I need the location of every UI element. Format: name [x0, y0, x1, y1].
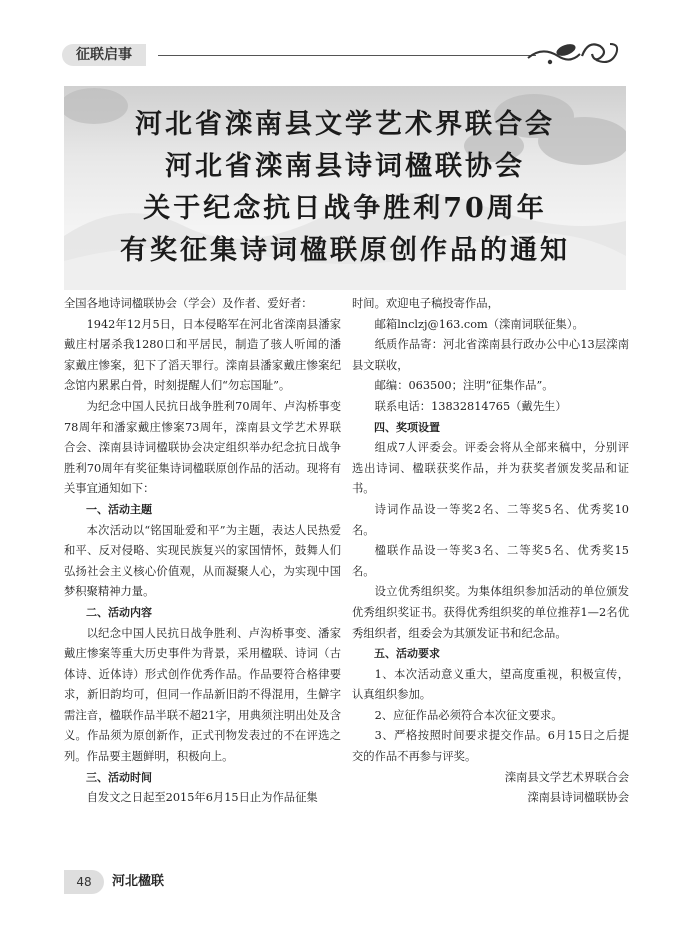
- left-column: [64, 294, 341, 809]
- paragraph: 纸质作品寄：河北省滦南县行政办公中心13层滦南县文联收，: [352, 338, 629, 372]
- title-line-3: 关于纪念抗日战争胜利70周年: [143, 193, 547, 224]
- paragraph: 3、严格按照时间要求提交作品。6月15日之后提交的作品不再参与评奖。: [352, 729, 629, 764]
- section-heading: 三、活动时间: [86, 770, 152, 784]
- section-label: 征联启事: [62, 44, 146, 66]
- header-rule: [158, 55, 536, 56]
- paragraph: 自发文之日起至2015年6月15日止为作品征集: [86, 791, 318, 805]
- paragraph: 设立优秀组织奖。为集体组织参加活动的单位颁发优秀组织奖证书。获得优秀组织奖的单位推荐1—2名优秀组织者，组委会为其颁发证书和纪念品。: [352, 585, 629, 640]
- title-banner: [64, 86, 626, 290]
- paragraph: 楹联作品设一等奖3名、二等奖5名、优秀奖15名。: [352, 544, 629, 578]
- paragraph: 1942年12月5日，日本侵略军在河北省滦南县潘家戴庄村屠杀我1280口和平居民，制造了骇人听闻的潘家戴庄惨案，犯下了滔天罪行。滦南县潘家戴庄惨案纪念馆内累累白骨，时刻提醒人们“勿忘国耻”。: [64, 317, 341, 393]
- title-line-2: 河北省滦南县诗词楹联协会: [165, 151, 525, 182]
- section-header: [62, 44, 622, 68]
- paragraph: 联系电话：13832814765（戴先生）: [374, 399, 567, 413]
- section-heading: 二、活动内容: [86, 605, 152, 619]
- section-heading: 四、奖项设置: [374, 420, 440, 434]
- signature-line: 滦南县诗词楹联协会: [527, 791, 629, 805]
- paragraph: 邮箱lnclzj@163.com（滦南词联征集）。: [374, 317, 584, 331]
- paragraph: 组成7人评委会。评委会将从全部来稿中，分别评选出诗词、楹联获奖作品，并为获奖者颁发奖品和证书。: [352, 441, 629, 496]
- paragraph: 为纪念中国人民抗日战争胜利70周年、卢沟桥事变78周年和潘家戴庄惨案73周年，滦南县文学艺术界联合会、滦南县诗词楹联协会决定组织举办纪念抗日战争胜利70周年有奖征集诗词楹联原创作品的活动。现将有关事宜通知如下：: [64, 399, 341, 496]
- paragraph: 1、本次活动意义重大，望高度重视，积极宣传，认真组织参加。: [352, 667, 629, 702]
- ink-scroll-ornament-icon: [522, 36, 622, 70]
- right-column: [352, 294, 629, 809]
- title-line-4: 有奖征集诗词楹联原创作品的通知: [120, 235, 570, 266]
- journal-name: 河北楹联: [112, 874, 165, 889]
- section-heading: 一、活动主题: [86, 502, 152, 516]
- paragraph: 全国各地诗词楹联协会（学会）及作者、爱好者：: [64, 297, 313, 310]
- paragraph: 2、应征作品必须符合本次征文要求。: [374, 708, 563, 722]
- paragraph: 以纪念中国人民抗日战争胜利、卢沟桥事变、潘家戴庄惨案等重大历史事件为背景，采用楹联、诗词（古体诗、近体诗）形式创作优秀作品。作品要符合格律要求，新旧韵均可，但同一作品新旧韵不得混用，生僻字需注音，楹联作品半联不超21字，用典须注明出处及含义。作品须为原创新作，正式刊物发表过的不在评选之列。作品要主题鲜明，积极向上。: [64, 626, 341, 764]
- page-footer: [64, 870, 244, 896]
- title-line-1: 河北省滦南县文学艺术界联合会: [135, 109, 555, 140]
- paragraph: 邮编：063500；注明“征集作品”。: [374, 379, 554, 393]
- paragraph: 本次活动以“铭国耻爱和平”为主题，表达人民热爱和平、反对侵略、实现民族复兴的家国情怀，鼓舞人们弘扬社会主义核心价值观，从而凝聚人心，为实现中国梦积聚精神力量。: [64, 523, 341, 599]
- paragraph: 诗词作品设一等奖2名、二等奖5名、优秀奖10名。: [352, 502, 629, 537]
- section-heading: 五、活动要求: [374, 647, 440, 661]
- paragraph: 时间。欢迎电子稿投寄作品，: [352, 297, 499, 310]
- signature-line: 滦南县文学艺术界联合会: [504, 770, 629, 784]
- page-number: 48: [64, 870, 104, 894]
